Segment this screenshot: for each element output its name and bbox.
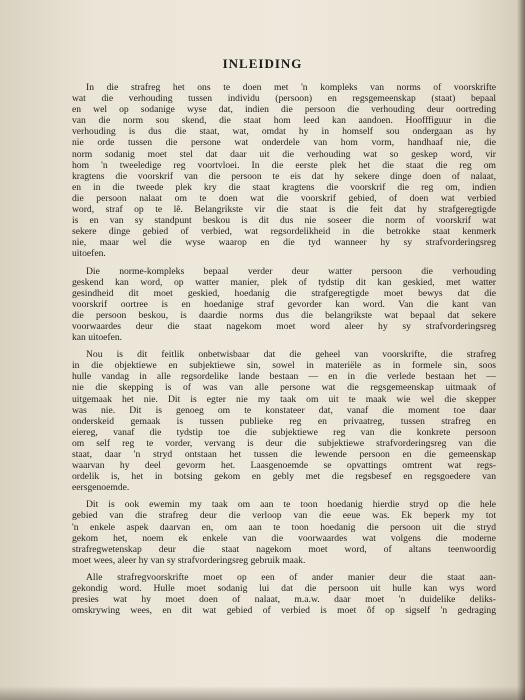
paragraph [72,266,496,344]
text-line: In die strafreg het ons te doen met 'n kompleks van norms of voorskrifte [86,82,496,93]
text-line: nie orde tussen die persone wat onderdele van hom vorm, handhaaf nie, die [72,137,496,149]
text-line: voorskrif oortree is en hoedanige straf gevorder kan word. Van die kant van [72,298,496,310]
text-line: word, straf op te lê. Belangrikste vir die staat is die feit dat hy strafgeregtigde [72,204,496,216]
text-line: omskrywing wees, en dit wat gebied of verbied is moet ôf op sigself 'n gedraging [72,605,496,617]
page-title: INLEIDING [222,56,303,71]
text-line: Alle strafregvoorskrifte moet op een of ander manier deur die staat aan- [86,571,496,583]
text-line: in die objektiewe en subjektiewe sin, sowel in materiële as in formele sin, soos [72,360,496,372]
text-line: gekondig word. Hulle moet sodanig lui dat die persoon uit hulle kan wys word [72,583,496,595]
page-edge-shadow [517,0,525,700]
paragraph [72,572,496,616]
text-line: sekere dinge gebied of verbied, wat regsordelikheid in die betrokke staat kenmerk [72,226,496,238]
text-line: wat die verhouding tussen individu (persoon) en regsgemeenskap (staat) bepaal [72,93,496,105]
text-line: hulle vandag in alle regsordelike lande bestaan — en in die verlede bestaan het — [72,371,496,383]
text-line: verhouding is dus die staat, wat, omdat hy in homself sou ondergaan as hy [72,126,496,138]
paragraph [72,349,496,493]
text-line: Dit is ook ewemin my taak om aan te toon hoedanig hierdie stryd op die hele [86,499,496,511]
body-text [72,82,496,622]
text-line: 'n enkele aspek daarvan en, om aan te toon hoedanig die persoon uit die stryd [72,521,496,533]
text-line: van die norm sou skend, die staat hom leed kan aandoen. Hoofffiguur in die [72,115,496,127]
text-line: om self reg te vorder, vervang is deur die subjektiewe strafvorderingsreg van die [72,437,496,449]
text-line: nie, maar wel die wyse waarop en die tyd wanneer hy sy strafvorderingsreg [72,237,496,249]
text-line: Nou is dit feitlik onbetwisbaar dat die geheel van voorskrifte, die strafreg [86,349,496,361]
text-line: gebied van die strafreg deur die verloop van die eeue was. Ek beperk my tot [72,510,496,522]
text-line: norm sodanig moet stel dat daar uit die verhouding wat so geskep word, vir [72,148,496,160]
text-line: strafregwetenskap deur die staat nagekom moet word, of altans teenwoordig [72,543,496,555]
text-line: gekom het, noem ek enkele van die voorwaardes wat volgens die moderne [72,532,496,544]
text-line: kragtens die voorskrif van die persoon te eis dat hy sekere dinge doen of nalaat, [72,170,496,182]
text-line: en wel op sodanige wyse dat, indien die persoon die verhouding deur oortreding [72,104,496,116]
text-line: uitoefen. [72,248,106,260]
text-line: waarvan hy deel gevorm het. Laasgenoemde se opvattings omtrent wat regs- [72,460,496,472]
text-line: gesindheid dit moet geskied, hoedanig die strafgeregtigde moet bewys dat die [72,287,496,299]
text-line: die persoon nalaat om te doen wat die voorskrif gebied, of doen wat verbied [72,192,496,204]
text-line: moet wees, aleer hy van sy strafvorderingsreg gebruik maak. [72,554,306,566]
text-line: voorwaardes deur die staat nagekom moet word aleer hy sy strafvorderingsreg [72,320,496,332]
text-line: die persoon beskou, is daardie norms dus die belangrikste wat bepaal dat sekere [72,309,496,321]
text-line: eersgenoemde. [72,482,130,494]
text-line: uitgemaak het nie. Dit is egter nie my taak om uit te maak wie wel die skepper [72,393,496,405]
text-line: ordelik is, het in botsing gekom en gebly met die regsbesef en regsgoedere van [72,471,496,483]
text-line: was nie. Dit is genoeg om te konstateer dat, vanaf die moment toe daar [72,404,496,416]
text-line: onderskeid gemaak is tussen publieke reg en privaatreg, tussen strafreg en [72,415,496,427]
text-line: en in die tweede plek kry die staat kragtens die voorskrif die reg om, indien [72,181,496,193]
page-bottom-shadow [0,686,525,700]
text-line: Die norme-kompleks bepaal verder deur watter persoon die verhouding [86,265,496,277]
text-line: staat, daar 'n stryd ontstaan het tussen die lewende persoon en die gemeenskap [72,449,496,460]
paragraph [72,82,496,260]
text-line: kan uitoefen. [72,332,123,344]
text-line: eiereg, vanaf die tydstip toe die subjektiewe reg van die konkrete persoon [72,426,496,438]
text-line: hom 'n tweeledige reg voortvloei. In die eerste plek het die staat die reg om [72,159,496,171]
text-line: is en van sy standpunt beskou is dit dus nie soseer die norm of voorskrif wat [72,215,496,227]
text-line: geskend kan word, op watter manier, plek of tydstip dit kan geskied, met watter [72,276,496,288]
text-line: nie die skepping is of was van alle persone wat die regsgemeenskap uitmaak of [72,382,496,394]
paragraph [72,499,496,566]
text-line: presies wat hy moet doen of nalaat, m.a.w. daar moet 'n duidelike deliks- [72,594,496,606]
